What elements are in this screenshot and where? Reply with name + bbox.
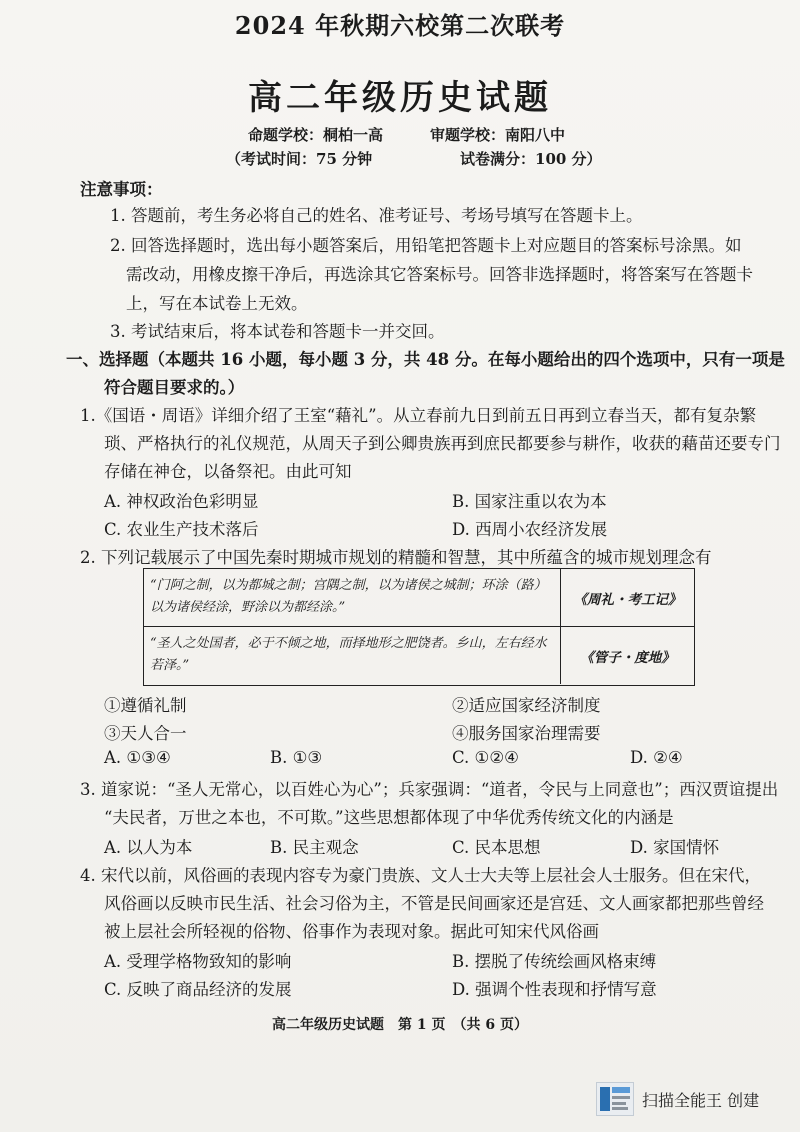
q3-stem-line-2: “夫民者，万世之本也，不可欺。”这些思想都体现了中华优秀传统文化的内涵是 — [104, 808, 674, 827]
q2-quote-1: “门阿之制，以为都城之制；宫隅之制，以为诸侯之城制；环涂（路）以为诸侯经涂，野涂以为都经涂。” — [150, 578, 547, 615]
q2-quote-2: “圣人之处国者，必于不倾之地，而择地形之肥饶者。乡山，左右经水若泽。” — [150, 636, 547, 673]
notice-item-3: 3. 考试结束后，将本试卷和答题卡一并交回。 — [110, 322, 445, 341]
q2-item-2: ②适应国家经济制度 — [452, 696, 601, 715]
page-footer: 高二年级历史试题 第 1 页 （共 6 页） — [272, 1017, 528, 1033]
q2-item-1: ①遵循礼制 — [104, 696, 187, 715]
q4-stem-line-3: 被上层社会所轻视的俗物、俗事作为表现对象。据此可知宋代风俗画 — [104, 922, 599, 941]
q4-stem-line-1: 4. 宋代以前，风俗画的表现内容专为豪门贵族、文人士大夫等上层社会人士服务。但在宋代， — [80, 866, 761, 885]
notice-item-1: 1. 答题前，考生务必将自己的姓名、准考证号、考场号填写在答题卡上。 — [110, 206, 643, 225]
exam-time: （考试时间：75 分钟 — [226, 150, 373, 168]
q4-option-b[interactable]: B. 摆脱了传统绘画风格束缚 — [452, 952, 657, 971]
section-1-heading-line-1: 一、选择题（本题共 16 小题，每小题 3 分，共 48 分。在每小题给出的四个选项中，只有一项是 — [66, 350, 785, 369]
q2-option-b[interactable]: B. ①③ — [270, 748, 323, 767]
q4-stem-line-2: 风俗画以反映市民生活、社会习俗为主，不管是民间画家还是宫廷、文人画家都把那些曾经 — [104, 894, 764, 913]
q3-option-c[interactable]: C. 民本思想 — [452, 838, 541, 857]
q2-option-d[interactable]: D. ②④ — [630, 748, 683, 767]
section-1-heading-line-2: 符合题目要求的。） — [104, 378, 245, 397]
q4-option-a[interactable]: A. 受理学格物致知的影响 — [104, 952, 292, 971]
scanner-watermark — [596, 1082, 759, 1116]
q2-quote-row-2 — [144, 627, 694, 684]
q2-quote-table — [143, 568, 695, 686]
full-score: 试卷满分：100 分） — [460, 150, 602, 168]
scanner-watermark-text: 扫描全能王 创建 — [642, 1090, 760, 1110]
reviewer-school: 审题学校：南阳八中 — [430, 126, 566, 144]
q3-option-a[interactable]: A. 以人为本 — [104, 838, 193, 857]
q1-stem-line-1: 1.《国语・周语》详细介绍了王室“藉礼”。从立春前九日到前五日再到立春当天，都有复杂繁 — [80, 406, 757, 425]
q3-stem-line-1: 3. 道家说：“圣人无常心，以百姓心为心”；兵家强调：“道者，令民与上同意也”；西汉贾谊提出 — [80, 780, 779, 799]
q2-option-c[interactable]: C. ①②④ — [452, 748, 519, 767]
setter-school: 命题学校：桐柏一高 — [248, 126, 384, 144]
q2-quote-row-1 — [144, 569, 694, 627]
notice-item-2-line-1: 2. 回答选择题时，选出每小题答案后，用铅笔把答题卡上对应题目的答案标号涂黑。如 — [110, 236, 742, 255]
notice-heading: 注意事项： — [80, 180, 163, 199]
q4-option-c[interactable]: C. 反映了商品经济的发展 — [104, 980, 292, 999]
q2-source-2: 《管子・度地》 — [560, 627, 694, 684]
q1-stem-line-3: 存储在神仓，以备祭祀。由此可知 — [104, 462, 352, 481]
q1-option-d[interactable]: D. 西周小农经济发展 — [452, 520, 608, 539]
scanner-app-logo-icon — [596, 1082, 634, 1116]
q1-option-a[interactable]: A. 神权政治色彩明显 — [104, 492, 259, 511]
q1-option-b[interactable]: B. 国家注重以农为本 — [452, 492, 607, 511]
q3-option-b[interactable]: B. 民主观念 — [270, 838, 359, 857]
notice-item-2-line-3: 上，写在本试卷上无效。 — [126, 294, 308, 313]
q2-item-3: ③天人合一 — [104, 724, 187, 743]
q2-stem: 2. 下列记载展示了中国先秦时期城市规划的精髓和智慧，其中所蕴含的城市规划理念有 — [80, 548, 712, 567]
exam-title: 2024 年秋期六校第二次联考 — [234, 11, 566, 40]
subject-title: 高二年级历史试题 — [248, 78, 552, 118]
q2-option-a[interactable]: A. ①③④ — [104, 748, 171, 767]
q4-option-d[interactable]: D. 强调个性表现和抒情写意 — [452, 980, 657, 999]
notice-item-2-line-2: 需改动，用橡皮擦干净后，再选涂其它答案标号。回答非选择题时，将答案写在答题卡 — [126, 265, 753, 284]
q3-option-d[interactable]: D. 家国情怀 — [630, 838, 720, 857]
q1-stem-line-2: 琐、严格执行的礼仪规范，从周天子到公卿贵族再到庶民都要参与耕作，收获的藉苗还要专门 — [104, 434, 781, 453]
q2-source-1: 《周礼・考工记》 — [560, 569, 694, 626]
q2-item-4: ④服务国家治理需要 — [452, 724, 601, 743]
q1-option-c[interactable]: C. 农业生产技术落后 — [104, 520, 259, 539]
